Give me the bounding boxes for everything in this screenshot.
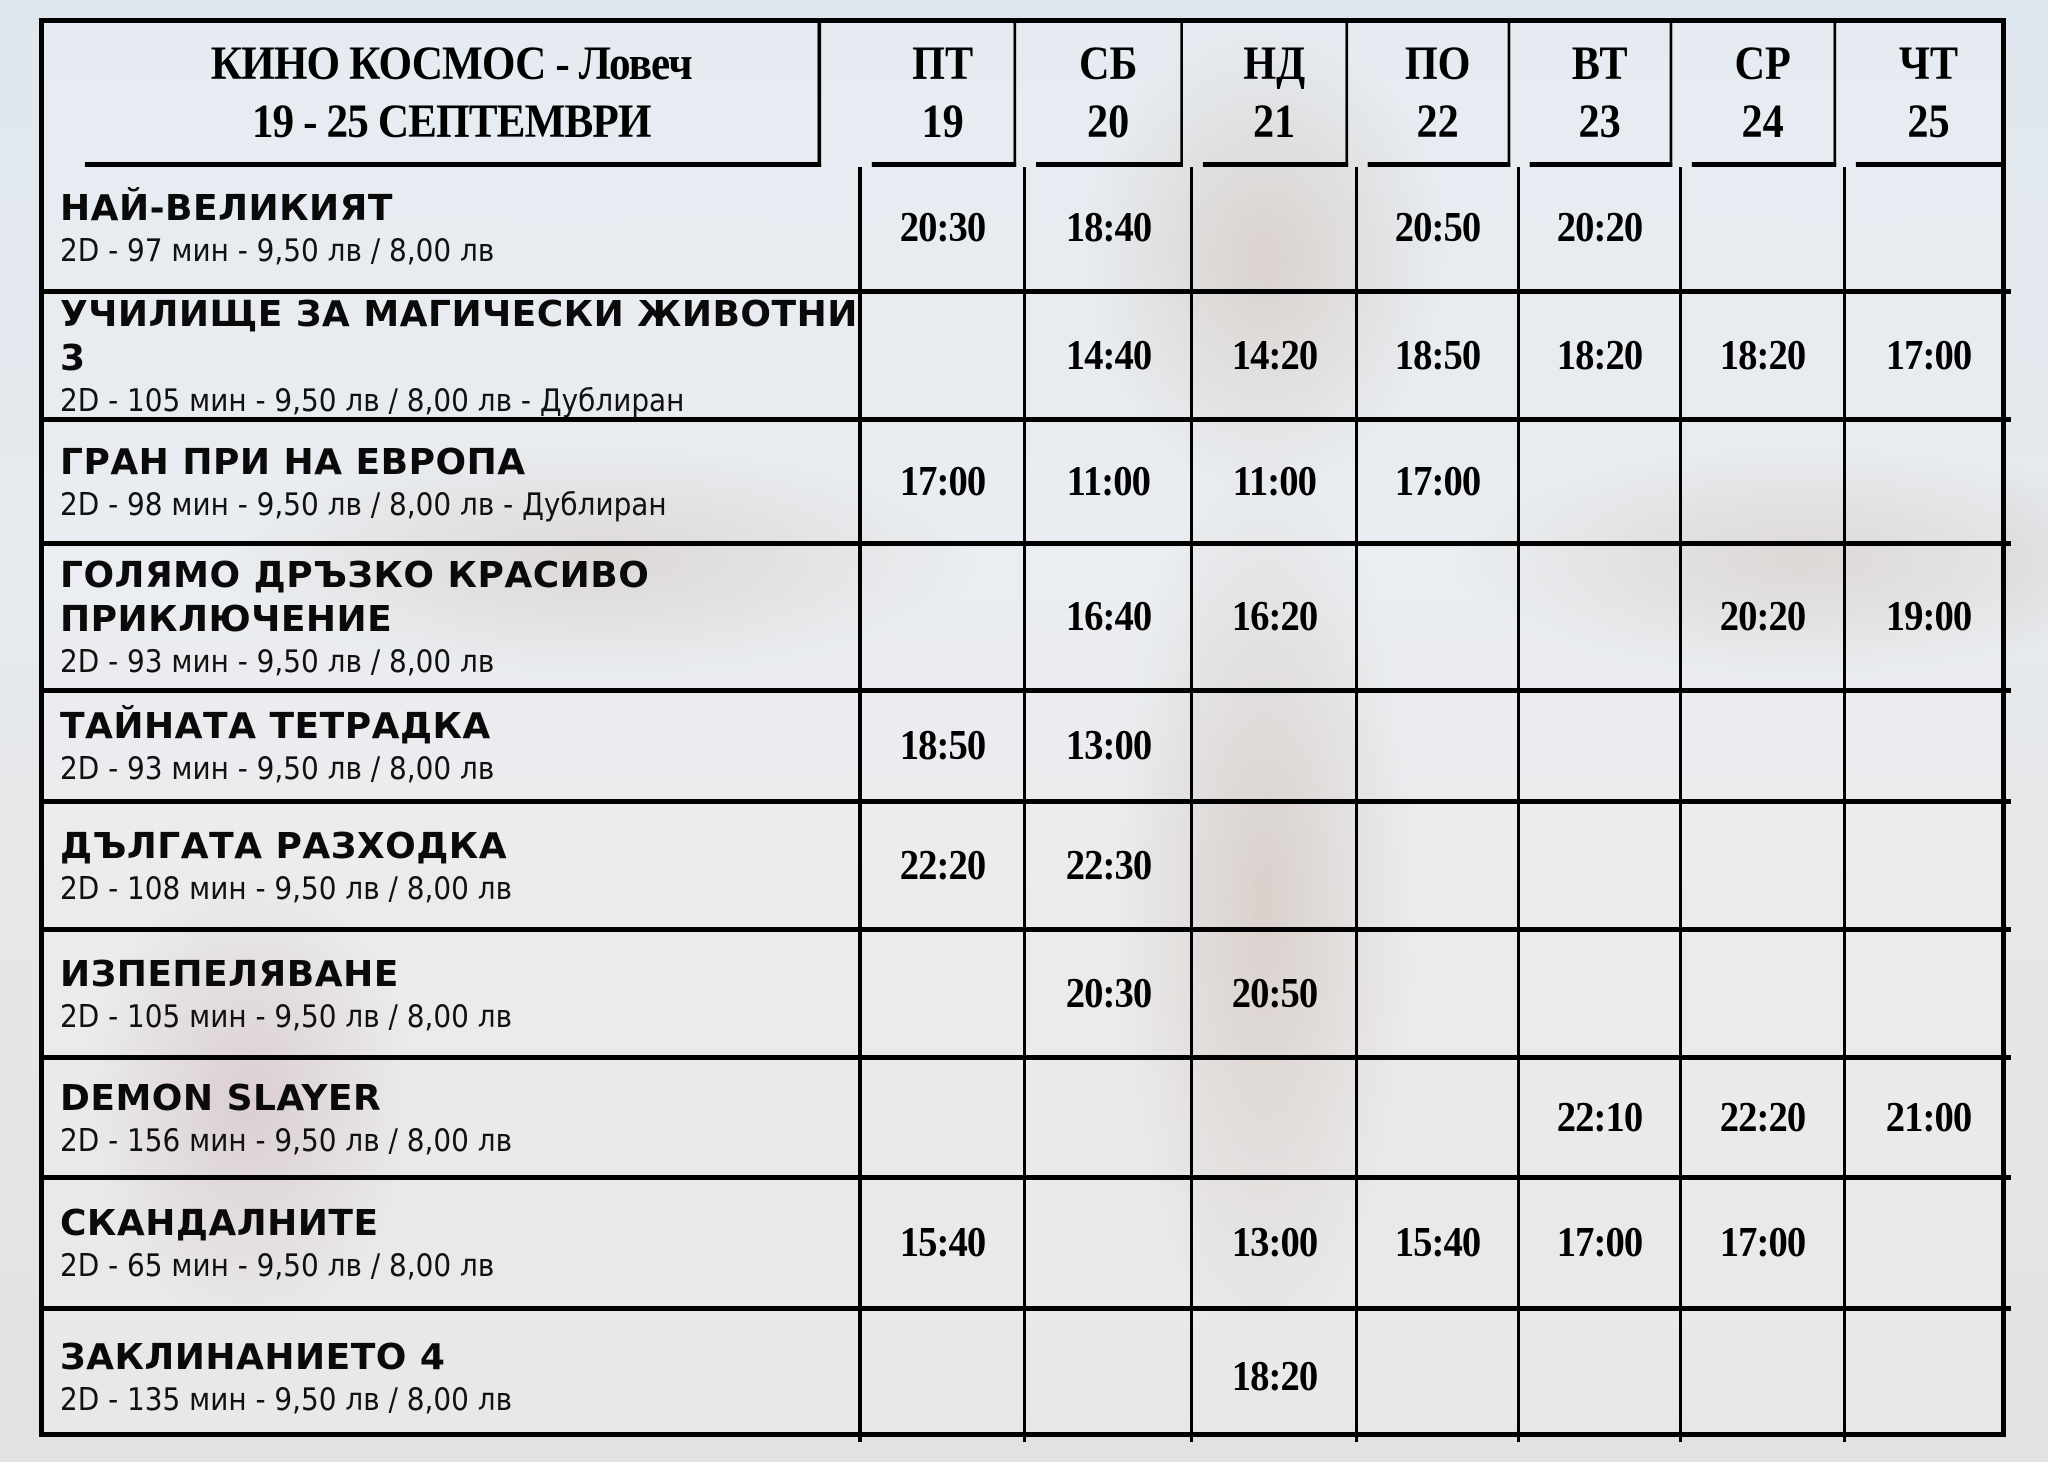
movie-info: 2D - 97 мин - 9,50 лв / 8,00 лв: [60, 233, 495, 269]
showtime-cell: [1682, 1180, 1846, 1311]
showtime-cell: [1026, 693, 1193, 804]
movie-info: 2D - 93 мин - 9,50 лв / 8,00 лв: [60, 644, 495, 680]
movie-title: ТАЙНАТА ТЕТРАДКА: [60, 706, 491, 747]
showtime-cell: [1026, 1180, 1193, 1311]
showtime-cell: [1682, 546, 1846, 693]
showtime-cell: [1520, 1311, 1682, 1442]
showtime-cell: [1193, 422, 1358, 546]
movie-info: 2D - 105 мин - 9,50 лв / 8,00 лв: [60, 998, 513, 1035]
day-header: [1692, 23, 1836, 167]
showtime-cell: [1026, 167, 1193, 294]
movie-cell: [44, 693, 862, 804]
showtime: 17:00: [1394, 458, 1481, 505]
showtime-cell: [862, 422, 1026, 546]
showtime-cell: [1682, 422, 1846, 546]
day-header: [872, 23, 1016, 167]
showtime-cell: [862, 1180, 1026, 1311]
showtime-cell: [1520, 546, 1682, 693]
showtime: 15:40: [1394, 1220, 1481, 1266]
showtime: 16:40: [1065, 594, 1151, 640]
movie-cell: [44, 1311, 862, 1442]
showtime-cell: [1682, 167, 1846, 294]
showtime-cell: [1520, 932, 1682, 1060]
day-date: 20: [1087, 94, 1130, 148]
showtime: 20:20: [1719, 594, 1806, 640]
showtime: 18:40: [1065, 205, 1151, 251]
showtime-cell: [1846, 294, 2011, 422]
showtime: 22:20: [899, 842, 986, 889]
showtime-cell: [1026, 422, 1193, 546]
showtime-cell: [862, 693, 1026, 804]
day-abbr: ПТ: [912, 36, 974, 90]
showtime-cell: [1358, 1060, 1520, 1180]
showtime-cell: [862, 546, 1026, 693]
showtime-cell: [1358, 693, 1520, 804]
movie-title: ИЗПЕПЕЛЯВАНЕ: [60, 953, 399, 995]
showtime: 18:20: [1231, 1353, 1317, 1400]
movie-info: 2D - 65 мин - 9,50 лв / 8,00 лв: [60, 1248, 495, 1284]
movie-info: 2D - 135 мин - 9,50 лв / 8,00 лв: [60, 1381, 513, 1418]
showtime-cell: [1520, 167, 1682, 294]
showtime-cell: [1682, 932, 1846, 1060]
movie-title: НАЙ-ВЕЛИКИЯТ: [60, 188, 393, 229]
movie-cell: [44, 932, 862, 1060]
showtime-cell: [1846, 546, 2011, 693]
showtime-cell: [1193, 932, 1358, 1060]
showtime-cell: [1846, 1180, 2011, 1311]
movie-title: УЧИЛИЩЕ ЗА МАГИЧЕСКИ ЖИВОТНИ 3: [60, 293, 858, 379]
movie-info: 2D - 105 мин - 9,50 лв / 8,00 лв - Дублиран: [60, 382, 685, 419]
showtime: 20:20: [1556, 205, 1643, 251]
showtime: 16:20: [1231, 594, 1317, 640]
showtime-cell: [1520, 693, 1682, 804]
day-abbr: СР: [1734, 36, 1791, 90]
day-header: [1036, 23, 1183, 167]
day-date: 19: [921, 94, 964, 148]
showtime: 18:20: [1556, 332, 1643, 379]
showtime-cell: [1846, 1060, 2011, 1180]
schedule-table: [39, 18, 2006, 1437]
showtime: 17:00: [899, 458, 986, 505]
movie-cell: [44, 167, 862, 294]
movie-title: ГОЛЯМО ДРЪЗКО КРАСИВО ПРИКЛЮЧЕНИЕ: [60, 555, 650, 640]
showtime-cell: [1193, 1311, 1358, 1442]
schedule-header: [85, 23, 821, 167]
day-date: 23: [1578, 94, 1621, 148]
movie-info: 2D - 156 мин - 9,50 лв / 8,00 лв: [60, 1122, 513, 1159]
movie-info: 2D - 98 мин - 9,50 лв / 8,00 лв - Дублиран: [60, 486, 667, 523]
showtime-cell: [862, 932, 1026, 1060]
movie-info: 2D - 93 мин - 9,50 лв / 8,00 лв: [60, 751, 495, 787]
showtime: 17:00: [1719, 1220, 1806, 1266]
showtime-cell: [1358, 167, 1520, 294]
showtime: 20:50: [1231, 970, 1317, 1017]
movie-title: DEMON SLAYER: [60, 1077, 382, 1119]
showtime: 21:00: [1885, 1094, 1972, 1141]
showtime: 13:00: [1065, 723, 1151, 769]
day-date: 24: [1741, 94, 1784, 148]
showtime-cell: [1520, 1180, 1682, 1311]
showtime: 17:00: [1885, 332, 1972, 379]
showtime-cell: [1026, 804, 1193, 932]
showtime: 20:50: [1394, 205, 1481, 251]
movie-title: ДЪЛГАТА РАЗХОДКА: [60, 825, 508, 867]
cinema-name: КИНО КОСМОС - Ловеч: [210, 36, 692, 90]
showtime-cell: [1358, 294, 1520, 422]
showtime-cell: [1193, 693, 1358, 804]
showtime-cell: [1358, 1311, 1520, 1442]
showtime: 22:20: [1719, 1094, 1806, 1141]
showtime: 11:00: [1066, 458, 1150, 505]
showtime-cell: [1193, 294, 1358, 422]
showtime-cell: [1026, 546, 1193, 693]
movie-title: ГРАН ПРИ НА ЕВРОПА: [60, 441, 526, 483]
showtime: 13:00: [1231, 1220, 1317, 1266]
showtime: 22:10: [1556, 1094, 1643, 1141]
showtime-cell: [1846, 167, 2011, 294]
showtime: 20:30: [1065, 970, 1151, 1017]
movie-cell: [44, 1180, 862, 1311]
showtime-cell: [1193, 1060, 1358, 1180]
movie-cell: [44, 294, 862, 422]
showtime: 18:50: [1394, 332, 1481, 379]
movie-title: СКАНДАЛНИТЕ: [60, 1203, 379, 1244]
showtime-cell: [1358, 546, 1520, 693]
showtime-cell: [1682, 294, 1846, 422]
showtime: 19:00: [1885, 594, 1972, 640]
showtime: 20:30: [899, 205, 986, 251]
showtime-cell: [1193, 1180, 1358, 1311]
showtime-cell: [1682, 693, 1846, 804]
day-abbr: ВТ: [1571, 36, 1628, 90]
day-header: [1368, 23, 1511, 167]
showtime-cell: [1520, 804, 1682, 932]
showtime-cell: [1682, 1311, 1846, 1442]
movie-cell: [44, 1060, 862, 1180]
day-header: [1203, 23, 1348, 167]
showtime-cell: [1026, 932, 1193, 1060]
showtime: 18:20: [1719, 332, 1806, 379]
movie-title: ЗАКЛИНАНИЕТО 4: [60, 1336, 446, 1378]
showtime-cell: [1846, 932, 2011, 1060]
showtime-cell: [1682, 1060, 1846, 1180]
movie-cell: [44, 804, 862, 932]
showtime-cell: [1193, 167, 1358, 294]
date-range: 19 - 25 СЕПТЕМВРИ: [251, 94, 651, 148]
showtime-cell: [862, 804, 1026, 932]
showtime: 17:00: [1556, 1220, 1643, 1266]
showtime-cell: [1846, 1311, 2011, 1442]
day-abbr: НД: [1243, 36, 1306, 90]
showtime-cell: [1358, 1180, 1520, 1311]
showtime-cell: [1846, 693, 2011, 804]
day-date: 22: [1416, 94, 1459, 148]
showtime-cell: [1193, 546, 1358, 693]
showtime-cell: [1026, 1311, 1193, 1442]
showtime: 14:20: [1231, 332, 1317, 379]
day-abbr: ЧТ: [1898, 36, 1959, 90]
showtime: 22:30: [1065, 842, 1151, 889]
showtime: 18:50: [899, 723, 986, 769]
movie-cell: [44, 422, 862, 546]
showtime-cell: [1846, 422, 2011, 546]
day-header: [1530, 23, 1673, 167]
day-date: 21: [1253, 94, 1296, 148]
showtime-cell: [1682, 804, 1846, 932]
day-abbr: СБ: [1078, 36, 1138, 90]
showtime-cell: [862, 1060, 1026, 1180]
showtime-cell: [1026, 294, 1193, 422]
showtime: 11:00: [1232, 458, 1316, 505]
showtime-cell: [1358, 932, 1520, 1060]
movie-cell: [44, 546, 862, 693]
showtime: 15:40: [899, 1220, 986, 1266]
showtime-cell: [1026, 1060, 1193, 1180]
showtime-cell: [1846, 804, 2011, 932]
showtime-cell: [862, 167, 1026, 294]
showtime-cell: [862, 1311, 1026, 1442]
showtime-cell: [1358, 422, 1520, 546]
day-date: 25: [1907, 94, 1950, 148]
day-abbr: ПО: [1404, 36, 1471, 90]
showtime-cell: [862, 294, 1026, 422]
movie-info: 2D - 108 мин - 9,50 лв / 8,00 лв: [60, 870, 513, 907]
showtime-cell: [1520, 1060, 1682, 1180]
showtime-cell: [1520, 422, 1682, 546]
showtime-cell: [1193, 804, 1358, 932]
showtime: 14:40: [1065, 332, 1151, 379]
day-header: [1856, 23, 2001, 167]
showtime-cell: [1520, 294, 1682, 422]
showtime-cell: [1358, 804, 1520, 932]
